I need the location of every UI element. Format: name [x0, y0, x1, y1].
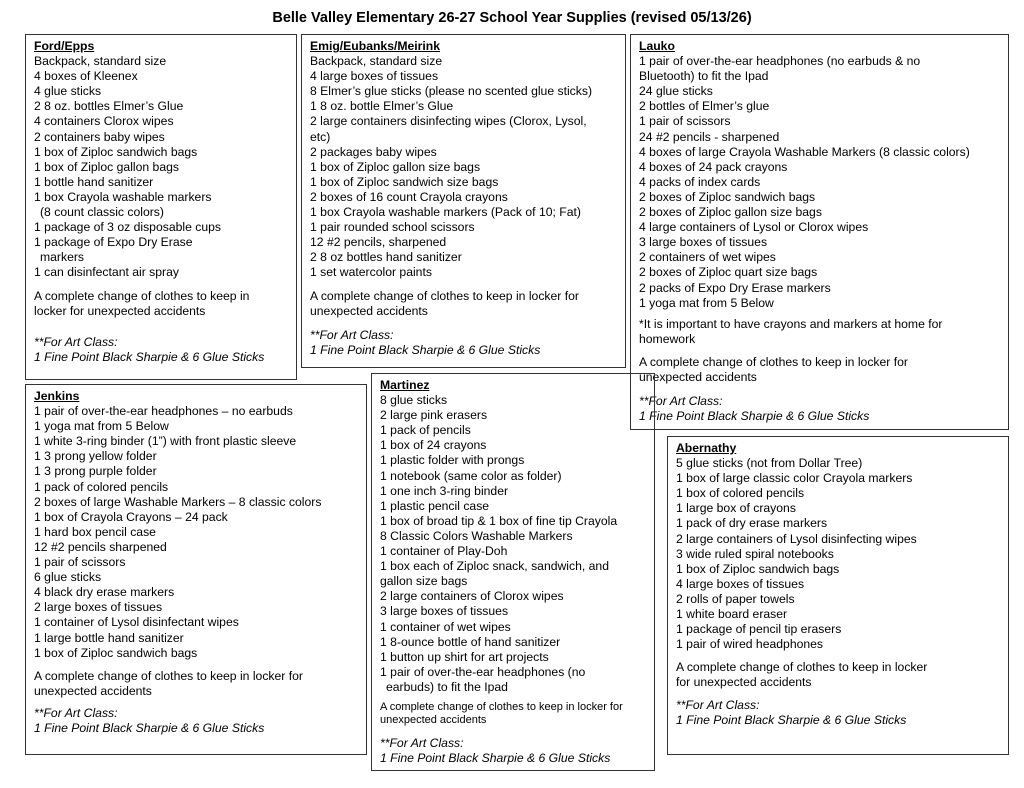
supply-item: 1 hard box pencil case — [34, 524, 156, 539]
supply-item: 1 box Crayola washable markers (Pack of 10; Fat) — [310, 205, 581, 220]
supply-item: 1 plastic folder with prongs — [380, 453, 525, 468]
supply-item: 1 3 prong yellow folder — [34, 449, 157, 464]
supply-item: 2 boxes of large Washable Markers – 8 classic colors — [34, 494, 322, 509]
supply-item: 1 plastic pencil case — [380, 498, 490, 513]
section-header: Lauko — [639, 39, 675, 53]
supply-item: 24 glue sticks — [639, 84, 713, 99]
supply-item: gallon size bags — [380, 574, 468, 589]
supply-item: 1 box of colored pencils — [676, 486, 805, 501]
supply-item: 2 large containers disinfecting wipes (Clorox, Lysol, — [310, 114, 587, 129]
supply-item: 1 package of Expo Dry Erase — [34, 235, 193, 250]
supply-item: 1 container of Play-Doh — [380, 544, 508, 559]
supply-item: 1 pack of dry erase markers — [676, 516, 828, 531]
supply-item: 4 boxes of Kleenex — [34, 69, 138, 84]
supply-list — [380, 393, 648, 695]
art-class-label: **For Art Class: — [34, 334, 118, 349]
supply-item: 3 large boxes of tissues — [380, 604, 509, 619]
supply-item: Backpack, standard size — [34, 54, 167, 69]
section-header: Martinez — [380, 378, 430, 392]
supply-item: 1 box of Ziploc sandwich bags — [676, 561, 840, 576]
supply-item: 1 container of Lysol disinfectant wipes — [34, 615, 239, 630]
supply-item: 8 Elmer’s glue sticks (please no scented glue sticks) — [310, 84, 593, 99]
clothes-note: A complete change of clothes to keep in locker for unexpected accidents — [34, 668, 303, 698]
clothes-note: A complete change of clothes to keep in locker for unexpected accidents — [34, 288, 250, 318]
supply-item: 1 pair rounded school scissors — [310, 220, 475, 235]
supply-item: 2 large boxes of tissues — [34, 600, 163, 615]
abernathy-section — [667, 436, 1009, 755]
supply-item: 8 Classic Colors Washable Markers — [380, 528, 573, 543]
clothes-note: A complete change of clothes to keep in locker for unexpected accidents — [639, 354, 908, 384]
supply-item: 3 wide ruled spiral notebooks — [676, 546, 834, 561]
supply-item: 2 large containers of Lysol disinfecting wipes — [676, 531, 917, 546]
art-class-label: **For Art Class: — [676, 697, 760, 712]
supply-item: 2 containers of wet wipes — [639, 250, 776, 265]
supply-item: 1 box of broad tip & 1 box of fine tip Crayola — [380, 513, 618, 528]
supply-item: 1 pair of scissors — [34, 555, 126, 570]
supply-list — [676, 456, 1002, 652]
clothes-note: A complete change of clothes to keep in locker for unexpected accidents — [310, 288, 579, 318]
art-class-items: 1 Fine Point Black Sharpie & 6 Glue Sticks — [639, 409, 870, 424]
section-header: Emig/Eubanks/Meirink — [310, 39, 441, 53]
supply-item: 1 box Crayola washable markers — [34, 189, 212, 204]
supply-item: 2 boxes of Ziploc quart size bags — [639, 265, 818, 280]
supply-item: 1 box of Ziploc gallon bags — [34, 159, 179, 174]
lauko-section — [630, 34, 1009, 430]
supply-item: 1 large bottle hand sanitizer — [34, 630, 184, 645]
supply-item: markers — [40, 250, 85, 265]
supply-item: 4 packs of index cards — [639, 174, 761, 189]
supply-item: 1 box each of Ziploc snack, sandwich, and — [380, 559, 609, 574]
supply-item: 1 3 prong purple folder — [34, 464, 157, 479]
supply-item: 1 box of Ziploc sandwich bags — [34, 144, 198, 159]
supply-item: (8 count classic colors) — [40, 205, 164, 220]
art-class-items: 1 Fine Point Black Sharpie & 6 Glue Sticks — [310, 342, 541, 357]
supply-item: 1 box of Ziploc gallon size bags — [310, 159, 481, 174]
art-class-items: 1 Fine Point Black Sharpie & 6 Glue Sticks — [34, 720, 265, 735]
supply-item: 1 set watercolor paints — [310, 265, 432, 280]
supply-item: 1 can disinfectant air spray — [34, 265, 179, 280]
supply-item: 2 boxes of 16 count Crayola crayons — [310, 189, 508, 204]
supply-item: 1 white 3-ring binder (1”) with front plastic sleeve — [34, 434, 297, 449]
supply-item: 2 boxes of Ziploc gallon size bags — [639, 205, 822, 220]
supply-item: 1 8 oz. bottle Elmer’s Glue — [310, 99, 454, 114]
supply-item: 1 white board eraser — [676, 607, 788, 622]
supply-item: 1 pair of wired headphones — [676, 637, 824, 652]
supply-item: 1 pair of over-the-ear headphones (no earbuds & no — [639, 54, 921, 69]
supply-item: 4 glue sticks — [34, 84, 102, 99]
supply-item: 24 #2 pencils - sharpened — [639, 129, 780, 144]
supply-item: 1 box of Ziploc sandwich bags — [34, 645, 198, 660]
supply-list — [310, 54, 619, 280]
supply-item: 2 packages baby wipes — [310, 144, 437, 159]
art-class-label: **For Art Class: — [34, 705, 118, 720]
clothes-note: A complete change of clothes to keep in locker for unexpected accidents — [676, 660, 928, 690]
art-class-label: **For Art Class: — [639, 394, 723, 409]
supply-item: 1 8-ounce bottle of hand sanitizer — [380, 634, 561, 649]
martinez-section — [371, 373, 655, 771]
supply-item: 1 package of 3 oz disposable cups — [34, 220, 222, 235]
supply-item: Bluetooth) to fit the Ipad — [639, 69, 769, 84]
supply-item: 1 pack of colored pencils — [34, 479, 169, 494]
supply-item: 4 black dry erase markers — [34, 585, 175, 600]
supply-item: 12 #2 pencils sharpened — [34, 539, 167, 554]
supply-item: 4 containers Clorox wipes — [34, 114, 174, 129]
supply-item: 8 glue sticks — [380, 393, 448, 408]
supply-list — [34, 404, 360, 661]
supply-item: 1 bottle hand sanitizer — [34, 174, 154, 189]
supply-item: 1 button up shirt for art projects — [380, 649, 549, 664]
supply-item: 1 pack of pencils — [380, 423, 471, 438]
supply-item: Backpack, standard size — [310, 54, 443, 69]
art-class-label: **For Art Class: — [310, 327, 394, 342]
supply-list — [639, 54, 1002, 311]
art-class-label: **For Art Class: — [380, 735, 464, 750]
supply-item: 2 large pink erasers — [380, 408, 488, 423]
clothes-note: A complete change of clothes to keep in locker for unexpected accidents — [380, 700, 623, 727]
supply-item: 1 one inch 3-ring binder — [380, 483, 509, 498]
supply-item: 1 box of 24 crayons — [380, 438, 487, 453]
supply-item: 3 large boxes of tissues — [639, 235, 768, 250]
supply-item: 4 boxes of large Crayola Washable Markers (8 classic colors) — [639, 144, 970, 159]
art-class-items: 1 Fine Point Black Sharpie & 6 Glue Sticks — [676, 712, 907, 727]
supply-item: 2 packs of Expo Dry Erase markers — [639, 280, 831, 295]
supply-item: 1 container of wet wipes — [380, 619, 511, 634]
supply-item: 5 glue sticks (not from Dollar Tree) — [676, 456, 863, 471]
supply-item: 2 boxes of Ziploc sandwich bags — [639, 189, 816, 204]
supply-item: 4 boxes of 24 pack crayons — [639, 159, 788, 174]
supply-item: 1 package of pencil tip erasers — [676, 622, 842, 637]
supply-item: 2 8 oz bottles hand sanitizer — [310, 250, 462, 265]
supply-item: 4 large containers of Lysol or Clorox wipes — [639, 220, 869, 235]
supply-item: 2 bottles of Elmer’s glue — [639, 99, 770, 114]
art-class-items: 1 Fine Point Black Sharpie & 6 Glue Sticks — [380, 751, 611, 766]
supply-item: 4 large boxes of tissues — [676, 576, 805, 591]
supply-item: 1 box of Ziploc sandwich size bags — [310, 174, 499, 189]
supply-item: 6 glue sticks — [34, 570, 102, 585]
jenkins-section — [25, 384, 367, 755]
supply-item: 2 containers baby wipes — [34, 129, 165, 144]
supply-item: 4 large boxes of tissues — [310, 69, 439, 84]
art-class-items: 1 Fine Point Black Sharpie & 6 Glue Sticks — [34, 349, 265, 364]
supply-item: 2 rolls of paper towels — [676, 591, 795, 606]
supply-item: 1 pair of scissors — [639, 114, 731, 129]
supply-item: 1 box of Crayola Crayons – 24 pack — [34, 509, 228, 524]
emig-eubanks-meirink-section — [301, 34, 626, 368]
supply-item: earbuds) to fit the Ipad — [386, 679, 508, 694]
section-header: Abernathy — [676, 441, 737, 455]
page-title: Belle Valley Elementary 26-27 School Year Supplies (revised 05/13/26) — [272, 10, 752, 26]
section-header: Jenkins — [34, 389, 80, 403]
supply-item: etc) — [310, 129, 331, 144]
supply-item: 1 pair of over-the-ear headphones – no earbuds — [34, 404, 293, 419]
supply-item: 1 box of large classic color Crayola markers — [676, 471, 913, 486]
supply-item: 1 pair of over-the-ear headphones (no — [380, 664, 586, 679]
supply-item: 1 yoga mat from 5 Below — [34, 419, 169, 434]
supply-item: 1 yoga mat from 5 Below — [639, 295, 774, 310]
supply-item: 12 #2 pencils, sharpened — [310, 235, 447, 250]
supply-list — [34, 54, 290, 280]
supply-item: 2 8 oz. bottles Elmer’s Glue — [34, 99, 184, 114]
section-header: Ford/Epps — [34, 39, 95, 53]
supply-item: 1 large box of crayons — [676, 501, 796, 516]
ford-epps-section — [25, 34, 297, 380]
important-note: *It is important to have crayons and markers at home for homework — [639, 316, 943, 346]
supply-item: 1 notebook (same color as folder) — [380, 468, 562, 483]
supply-item: 2 large containers of Clorox wipes — [380, 589, 564, 604]
